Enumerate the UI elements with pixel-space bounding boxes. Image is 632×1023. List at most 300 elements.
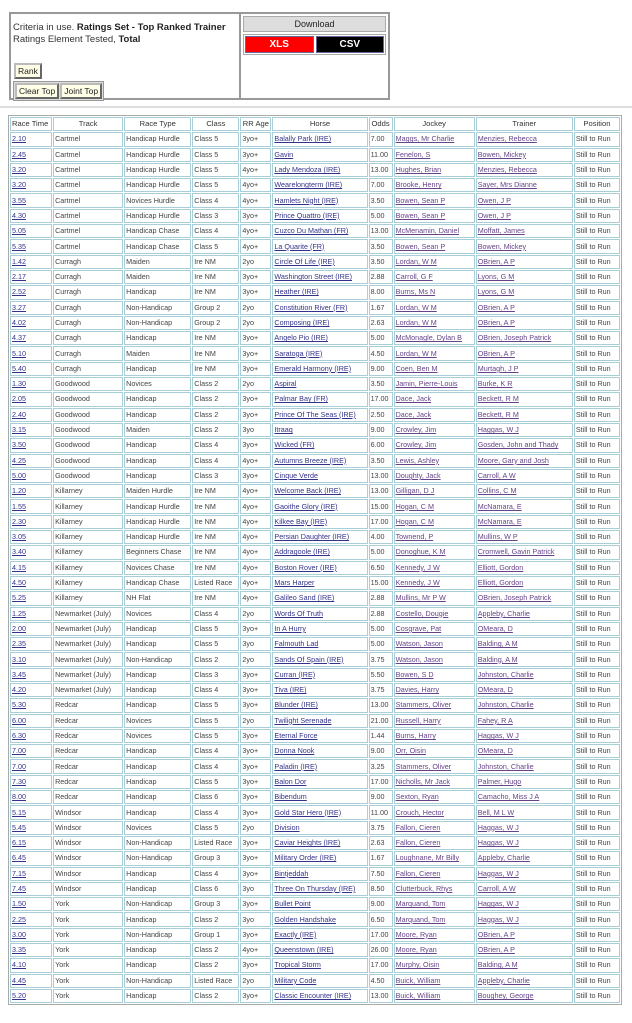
trainer-link[interactable]: Balding, A M bbox=[477, 960, 518, 970]
trainer-link[interactable]: OMeara, D bbox=[477, 685, 513, 695]
trainer-link[interactable]: Murtagh, J P bbox=[477, 363, 519, 373]
race-time-link[interactable]: 3.15 bbox=[12, 425, 26, 435]
race-time-cell bbox=[10, 882, 52, 896]
trainer-link[interactable]: Beckett, R M bbox=[477, 409, 519, 419]
race-time-cell bbox=[10, 759, 52, 773]
jockey-link[interactable]: Marquand, Tom bbox=[395, 899, 446, 909]
trainer-link[interactable]: Bowen, Mickey bbox=[477, 241, 527, 251]
age-cell: 2yo bbox=[240, 607, 271, 621]
horse-link[interactable]: Cinque Verde bbox=[274, 470, 318, 480]
race-time-cell bbox=[10, 148, 52, 162]
jockey-link[interactable]: Watson, Jason bbox=[395, 654, 443, 664]
jockey-link[interactable]: Bowen, Sean P bbox=[395, 210, 446, 220]
race-time-link[interactable]: 2.52 bbox=[12, 287, 26, 297]
joint-top-button[interactable]: Joint Top bbox=[60, 83, 102, 99]
jockey-link[interactable]: Orr, Oisin bbox=[395, 746, 426, 756]
horse-link[interactable]: Emerald Harmony (IRE) bbox=[274, 363, 352, 373]
class-cell: Class 5 bbox=[192, 714, 239, 728]
trainer-link[interactable]: OBrien, A P bbox=[477, 945, 515, 955]
race-type-cell: Handicap Chase bbox=[124, 239, 191, 253]
race-time-link[interactable]: 3.20 bbox=[12, 180, 26, 190]
trainer-link[interactable]: Moore, Gary and Josh bbox=[477, 455, 549, 465]
class-cell: Class 6 bbox=[192, 790, 239, 804]
horse-link[interactable]: Gaoithe Glory (IRE) bbox=[274, 501, 338, 511]
race-type-cell: Handicap Hurdle bbox=[124, 209, 191, 223]
jockey-link[interactable]: Crowley, Jim bbox=[395, 440, 437, 450]
race-type-cell: Non-Handicap bbox=[124, 652, 191, 666]
horse-link[interactable]: Prince Quattro (IRE) bbox=[274, 210, 340, 220]
jockey-link[interactable]: Hogan, C M bbox=[395, 501, 434, 511]
trainer-link[interactable]: Balding, A M bbox=[477, 639, 518, 649]
trainer-link[interactable]: Palmer, Hugo bbox=[477, 776, 522, 786]
horse-link[interactable]: Welcome Back (IRE) bbox=[274, 486, 341, 496]
horse-link[interactable]: La Quarite (FR) bbox=[274, 241, 325, 251]
jockey-link[interactable]: Mullins, Mr P W bbox=[395, 593, 446, 603]
trainer-link[interactable]: Carroll, A W bbox=[477, 470, 516, 480]
trainer-link[interactable]: OBrien, A P bbox=[477, 256, 515, 266]
jockey-link[interactable]: Kennedy, J W bbox=[395, 562, 440, 572]
horse-link[interactable]: Bullet Point bbox=[274, 899, 311, 909]
horse-link[interactable]: Balally Park (IRE) bbox=[274, 134, 332, 144]
jockey-cell bbox=[394, 423, 475, 437]
horse-link[interactable]: In A Hurry bbox=[274, 623, 306, 633]
jockey-link[interactable]: Lordan, W M bbox=[395, 256, 437, 266]
xls-download-button[interactable]: XLS bbox=[245, 36, 314, 53]
jockey-link[interactable]: Fenelon, S bbox=[395, 149, 431, 159]
class-cell: Class 5 bbox=[192, 637, 239, 651]
jockey-link[interactable]: Jamin, Pierre-Louis bbox=[395, 379, 458, 389]
horse-link[interactable]: Kilkee Bay (IRE) bbox=[274, 516, 328, 526]
jockey-link[interactable]: Kennedy, J W bbox=[395, 578, 440, 588]
race-time-link[interactable]: 6.15 bbox=[12, 838, 26, 848]
trainer-cell bbox=[476, 652, 573, 666]
race-time-link[interactable]: 2.40 bbox=[12, 409, 26, 419]
race-time-link[interactable]: 5.40 bbox=[12, 363, 26, 373]
horse-link[interactable]: Cuzco Du Mathan (FR) bbox=[274, 226, 349, 236]
race-time-link[interactable]: 7.00 bbox=[12, 761, 26, 771]
jockey-link[interactable]: Brooke, Henry bbox=[395, 180, 442, 190]
horse-link[interactable]: Words Of Truth bbox=[274, 608, 324, 618]
horse-link[interactable]: Aspiral bbox=[274, 379, 297, 389]
horse-link[interactable]: Donna Nook bbox=[274, 746, 315, 756]
horse-link[interactable]: Exactly (IRE) bbox=[274, 929, 317, 939]
jockey-link[interactable]: Hogan, C M bbox=[395, 516, 434, 526]
race-time-link[interactable]: 2.35 bbox=[12, 639, 26, 649]
jockey-link[interactable]: Nicholls, Mr Jack bbox=[395, 776, 450, 786]
table-row bbox=[10, 270, 620, 284]
jockey-link[interactable]: Russell, Harry bbox=[395, 715, 441, 725]
jockey-link[interactable]: Bowen, Sean P bbox=[395, 241, 446, 251]
race-time-link[interactable]: 7.00 bbox=[12, 746, 26, 756]
race-time-link[interactable]: 4.45 bbox=[12, 975, 26, 985]
trainer-link[interactable]: Appleby, Charlie bbox=[477, 853, 530, 863]
class-cell: Ire NM bbox=[192, 530, 239, 544]
position-cell: Still to Run bbox=[574, 943, 620, 957]
age-cell: 3yo+ bbox=[240, 285, 271, 299]
horse-link[interactable]: Prince Of The Seas (IRE) bbox=[274, 409, 356, 419]
trainer-link[interactable]: Carroll, A W bbox=[477, 883, 516, 893]
horse-link[interactable]: Angelo Pio (IRE) bbox=[274, 333, 328, 343]
trainer-link[interactable]: Moffatt, James bbox=[477, 226, 525, 236]
horse-link[interactable]: Wicked (FR) bbox=[274, 440, 315, 450]
position-cell: Still to Run bbox=[574, 836, 620, 850]
horse-link[interactable]: Paladin (IRE) bbox=[274, 761, 318, 771]
horse-cell bbox=[272, 148, 367, 162]
jockey-link[interactable]: Murphy, Oisin bbox=[395, 960, 440, 970]
race-time-link[interactable]: 4.25 bbox=[12, 455, 26, 465]
trainer-link[interactable]: Camacho, Miss J A bbox=[477, 792, 540, 802]
jockey-link[interactable]: Dace, Jack bbox=[395, 409, 432, 419]
race-time-link[interactable]: 1.50 bbox=[12, 899, 26, 909]
jockey-link[interactable]: Townend, P bbox=[395, 532, 434, 542]
race-time-link[interactable]: 3.45 bbox=[12, 669, 26, 679]
jockey-cell bbox=[394, 607, 475, 621]
trainer-link[interactable]: Elliott, Gordon bbox=[477, 562, 524, 572]
trainer-link[interactable]: Johnston, Charlie bbox=[477, 669, 534, 679]
jockey-cell bbox=[394, 912, 475, 926]
clear-top-button[interactable]: Clear Top bbox=[15, 83, 59, 99]
jockey-link[interactable]: Hughes, Brian bbox=[395, 165, 442, 175]
trainer-link[interactable]: OMeara, D bbox=[477, 746, 513, 756]
horse-link[interactable]: Three On Thursday (IRE) bbox=[274, 883, 356, 893]
jockey-link[interactable]: Marquand, Tom bbox=[395, 914, 446, 924]
jockey-link[interactable]: Fallon, Cieren bbox=[395, 868, 441, 878]
race-time-link[interactable]: 1.20 bbox=[12, 486, 26, 496]
race-time-link[interactable]: 8.00 bbox=[12, 792, 26, 802]
jockey-link[interactable]: Coen, Ben M bbox=[395, 363, 438, 373]
rank-button[interactable]: Rank bbox=[14, 63, 42, 79]
trainer-link[interactable]: Sayer, Mrs Dianne bbox=[477, 180, 537, 190]
race-time-link[interactable]: 7.15 bbox=[12, 868, 26, 878]
race-time-link[interactable]: 4.02 bbox=[12, 318, 26, 327]
table-row bbox=[10, 698, 620, 712]
trainer-link[interactable]: Balding, A M bbox=[477, 654, 518, 664]
horse-link[interactable]: Classic Encounter (IRE) bbox=[274, 991, 352, 1001]
jockey-link[interactable]: Carroll, G F bbox=[395, 272, 433, 282]
class-cell: Ire NM bbox=[192, 545, 239, 559]
horse-link[interactable]: Bibendum bbox=[274, 792, 307, 802]
jockey-link[interactable]: Burns, Harry bbox=[395, 731, 436, 741]
race-time-link[interactable]: 6.00 bbox=[12, 715, 26, 725]
horse-link[interactable]: Galileo Sand (IRE) bbox=[274, 593, 335, 603]
trainer-link[interactable]: Fahey, R A bbox=[477, 715, 513, 725]
trainer-link[interactable]: Boughey, George bbox=[477, 991, 534, 1001]
jockey-link[interactable]: Fallon, Cieren bbox=[395, 822, 441, 832]
jockey-link[interactable]: Stammers, Oliver bbox=[395, 700, 452, 710]
trainer-link[interactable]: OBrien, A P bbox=[477, 348, 515, 358]
jockey-link[interactable]: Costello, Dougie bbox=[395, 608, 449, 618]
trainer-link[interactable]: OBrien, Joseph Patrick bbox=[477, 593, 552, 603]
horse-link[interactable]: Hamlets Night (IRE) bbox=[274, 195, 339, 205]
trainer-cell bbox=[476, 882, 573, 896]
race-time-link[interactable]: 3.40 bbox=[12, 547, 26, 557]
horse-link[interactable]: Palmar Bay (FR) bbox=[274, 394, 328, 404]
race-time-link[interactable]: 2.00 bbox=[12, 623, 26, 633]
horse-link[interactable]: Curran (IRE) bbox=[274, 669, 316, 679]
horse-link[interactable]: Falmouth Lad bbox=[274, 639, 319, 649]
race-type-cell: Handicap bbox=[124, 438, 191, 452]
horse-link[interactable]: Mars Harper bbox=[274, 578, 315, 588]
position-cell: Still to Run bbox=[574, 668, 620, 682]
track-cell: Killarney bbox=[53, 545, 123, 559]
track-cell: Redcar bbox=[53, 744, 123, 758]
race-time-link[interactable]: 7.45 bbox=[12, 883, 26, 893]
race-time-link[interactable]: 2.30 bbox=[12, 516, 26, 526]
trainer-link[interactable]: Haggas, W J bbox=[477, 868, 519, 878]
jockey-link[interactable]: Moore, Ryan bbox=[395, 929, 437, 939]
position-cell: Still to Run bbox=[574, 270, 620, 284]
class-cell: Class 5 bbox=[192, 148, 239, 162]
race-time-cell bbox=[10, 867, 52, 881]
horse-link[interactable]: Composing (IRE) bbox=[274, 318, 330, 327]
trainer-link[interactable]: Mullins, W P bbox=[477, 532, 518, 542]
race-time-link[interactable]: 3.00 bbox=[12, 929, 26, 939]
race-time-link[interactable]: 5.15 bbox=[12, 807, 26, 817]
trainer-link[interactable]: Menzies, Rebecca bbox=[477, 165, 537, 175]
jockey-link[interactable]: Bowen, Sean P bbox=[395, 195, 446, 205]
trainer-link[interactable]: Menzies, Rebecca bbox=[477, 134, 537, 144]
trainer-link[interactable]: Haggas, W J bbox=[477, 838, 519, 848]
horse-link[interactable]: Tropical Storm bbox=[274, 960, 321, 970]
jockey-link[interactable]: McMonagle, Dylan B bbox=[395, 333, 462, 343]
class-cell: Group 3 bbox=[192, 897, 239, 911]
horse-link[interactable]: Wearelongterm (IRE) bbox=[274, 180, 343, 190]
trainer-link[interactable]: Collins, C M bbox=[477, 486, 517, 496]
race-time-link[interactable]: 3.10 bbox=[12, 654, 26, 664]
horse-link[interactable]: Lady Mendoza (IRE) bbox=[274, 165, 341, 175]
jockey-link[interactable]: Donoghue, K M bbox=[395, 547, 446, 557]
track-cell: Goodwood bbox=[53, 454, 123, 468]
jockey-link[interactable]: Bowen, S D bbox=[395, 669, 434, 679]
horse-link[interactable]: Saratoga (IRE) bbox=[274, 348, 323, 358]
jockey-link[interactable]: Lordan, W M bbox=[395, 318, 437, 327]
race-time-link[interactable]: 2.05 bbox=[12, 394, 26, 404]
race-type-cell: Handicap bbox=[124, 989, 191, 1003]
trainer-link[interactable]: OMeara, D bbox=[477, 623, 513, 633]
trainer-link[interactable]: Elliott, Gordon bbox=[477, 578, 524, 588]
trainer-link[interactable]: Owen, J P bbox=[477, 195, 511, 205]
race-time-link[interactable]: 3.05 bbox=[12, 532, 26, 542]
class-cell: Ire NM bbox=[192, 591, 239, 605]
trainer-link[interactable]: Bowen, Mickey bbox=[477, 149, 527, 159]
horse-link[interactable]: Queenstown (IRE) bbox=[274, 945, 334, 955]
odds-cell: 4.00 bbox=[369, 530, 393, 544]
trainer-link[interactable]: Burke, K R bbox=[477, 379, 513, 389]
horse-link[interactable]: Heather (IRE) bbox=[274, 287, 319, 297]
horse-link[interactable]: Sands Of Spain (IRE) bbox=[274, 654, 344, 664]
horse-link[interactable]: Boston Rover (IRE) bbox=[274, 562, 337, 572]
trainer-link[interactable]: Lyons, G M bbox=[477, 287, 515, 297]
track-cell: Cartmel bbox=[53, 239, 123, 253]
jockey-link[interactable]: Lewis, Ashley bbox=[395, 455, 440, 465]
race-time-link[interactable]: 5.00 bbox=[12, 470, 26, 480]
horse-link[interactable]: Gold Star Hero (IRE) bbox=[274, 807, 342, 817]
race-time-link[interactable]: 5.45 bbox=[12, 822, 26, 832]
jockey-link[interactable]: Buick, William bbox=[395, 991, 441, 1001]
horse-link[interactable]: Twilight Serenade bbox=[274, 715, 332, 725]
position-cell: Still to Run bbox=[574, 255, 620, 269]
jockey-link[interactable]: McMenamin, Daniel bbox=[395, 226, 460, 236]
trainer-link[interactable]: Appleby, Charlie bbox=[477, 975, 530, 985]
jockey-link[interactable]: Loughnane, Mr Billy bbox=[395, 853, 460, 863]
race-time-link[interactable]: 4.10 bbox=[12, 960, 26, 970]
horse-link[interactable]: Golden Handshake bbox=[274, 914, 336, 924]
trainer-link[interactable]: Appleby, Charlie bbox=[477, 608, 530, 618]
race-time-link[interactable]: 3.50 bbox=[12, 440, 26, 450]
horse-cell bbox=[272, 897, 367, 911]
race-time-link[interactable]: 1.42 bbox=[12, 256, 26, 266]
horse-link[interactable]: Addragoole (IRE) bbox=[274, 547, 330, 557]
trainer-link[interactable]: Beckett, R M bbox=[477, 394, 519, 404]
race-time-link[interactable]: 5.20 bbox=[12, 991, 26, 1001]
jockey-link[interactable]: Lordan, W M bbox=[395, 348, 437, 358]
jockey-link[interactable]: Dace, Jack bbox=[395, 394, 432, 404]
horse-link[interactable]: Blunder (IRE) bbox=[274, 700, 318, 710]
jockey-cell bbox=[394, 821, 475, 835]
horse-link[interactable]: Washington Street (IRE) bbox=[274, 272, 353, 282]
trainer-link[interactable]: Johnston, Charlie bbox=[477, 761, 534, 771]
jockey-cell bbox=[394, 775, 475, 789]
jockey-link[interactable]: Davies, Harry bbox=[395, 685, 440, 695]
class-cell: Class 4 bbox=[192, 759, 239, 773]
horse-link[interactable]: Balon Dor bbox=[274, 776, 307, 786]
race-time-link[interactable]: 4.37 bbox=[12, 333, 26, 343]
race-time-link[interactable]: 3.27 bbox=[12, 302, 26, 312]
trainer-link[interactable]: OBrien, A P bbox=[477, 318, 515, 327]
race-time-link[interactable]: 5.30 bbox=[12, 700, 26, 710]
race-time-link[interactable]: 2.10 bbox=[12, 134, 26, 144]
horse-link[interactable]: Autumns Breeze (IRE) bbox=[274, 455, 347, 465]
jockey-link[interactable]: Doughty, Jack bbox=[395, 470, 441, 480]
trainer-link[interactable]: Bell, M L W bbox=[477, 807, 515, 817]
jockey-link[interactable]: Stammers, Oliver bbox=[395, 761, 452, 771]
race-time-link[interactable]: 5.10 bbox=[12, 348, 26, 358]
race-time-link[interactable]: 1.25 bbox=[12, 608, 26, 618]
jockey-link[interactable]: Buick, William bbox=[395, 975, 441, 985]
horse-link[interactable]: Military Order (IRE) bbox=[274, 853, 337, 863]
horse-link[interactable]: Military Code bbox=[274, 975, 317, 985]
trainer-link[interactable]: Haggas, W J bbox=[477, 425, 519, 435]
trainer-link[interactable]: McNamara, E bbox=[477, 516, 522, 526]
jockey-link[interactable]: Crouch, Hector bbox=[395, 807, 444, 817]
race-time-link[interactable]: 4.50 bbox=[12, 578, 26, 588]
jockey-cell bbox=[394, 346, 475, 360]
jockey-cell bbox=[394, 209, 475, 223]
horse-link[interactable]: Constitution River (FR) bbox=[274, 302, 348, 312]
race-time-link[interactable]: 6.45 bbox=[12, 853, 26, 863]
trainer-link[interactable]: Johnston, Charlie bbox=[477, 700, 534, 710]
horse-link[interactable]: Eternal Force bbox=[274, 731, 318, 741]
trainer-link[interactable]: OBrien, Joseph Patrick bbox=[477, 333, 552, 343]
csv-download-button[interactable]: CSV bbox=[316, 36, 385, 53]
jockey-link[interactable]: Moore, Ryan bbox=[395, 945, 437, 955]
age-cell: 3yo+ bbox=[240, 331, 271, 345]
race-time-link[interactable]: 3.55 bbox=[12, 195, 26, 205]
trainer-link[interactable]: Owen, J P bbox=[477, 210, 511, 220]
race-time-link[interactable]: 2.17 bbox=[12, 272, 26, 282]
table-row bbox=[10, 867, 620, 881]
trainer-link[interactable]: OBrien, A P bbox=[477, 302, 515, 312]
trainer-cell bbox=[476, 408, 573, 422]
horse-link[interactable]: Division bbox=[274, 822, 300, 832]
jockey-link[interactable]: Maggs, Mr Charlie bbox=[395, 134, 455, 144]
trainer-link[interactable]: Lyons, G M bbox=[477, 272, 515, 282]
race-time-cell bbox=[10, 607, 52, 621]
race-time-link[interactable]: 3.35 bbox=[12, 945, 26, 955]
horse-link[interactable]: Circle Of Life (IRE) bbox=[274, 256, 335, 266]
trainer-cell bbox=[476, 469, 573, 483]
odds-cell: 2.88 bbox=[369, 270, 393, 284]
horse-link[interactable]: Gavin bbox=[274, 149, 294, 159]
table-row bbox=[10, 958, 620, 972]
horse-link[interactable]: Caviar Heights (IRE) bbox=[274, 838, 341, 848]
trainer-link[interactable]: Haggas, W J bbox=[477, 914, 519, 924]
horse-link[interactable]: Tiva (IRE) bbox=[274, 685, 307, 695]
jockey-cell bbox=[394, 928, 475, 942]
jockey-link[interactable]: Cosgrave, Pat bbox=[395, 623, 442, 633]
jockey-link[interactable]: Sexton, Ryan bbox=[395, 792, 439, 802]
horse-link[interactable]: Itraaq bbox=[274, 425, 293, 435]
race-time-link[interactable]: 3.20 bbox=[12, 165, 26, 175]
horse-cell bbox=[272, 377, 367, 391]
jockey-link[interactable]: Crowley, Jim bbox=[395, 425, 437, 435]
jockey-link[interactable]: Watson, Jason bbox=[395, 639, 443, 649]
trainer-link[interactable]: Haggas, W J bbox=[477, 731, 519, 741]
jockey-link[interactable]: Burns, Ms N bbox=[395, 287, 436, 297]
odds-cell: 11.00 bbox=[369, 805, 393, 819]
race-type-cell: Handicap Hurdle bbox=[124, 163, 191, 177]
track-cell: Cartmel bbox=[53, 224, 123, 238]
trainer-link[interactable]: Haggas, W J bbox=[477, 899, 519, 909]
race-time-link[interactable]: 2.25 bbox=[12, 914, 26, 924]
race-type-cell: Handicap bbox=[124, 683, 191, 697]
horse-link[interactable]: Bintjeddah bbox=[274, 868, 309, 878]
age-cell: 3yo+ bbox=[240, 759, 271, 773]
trainer-link[interactable]: Cromwell, Gavin Patrick bbox=[477, 547, 555, 557]
jockey-link[interactable]: Clutterbuck, Rhys bbox=[395, 883, 453, 893]
trainer-link[interactable]: OBrien, A P bbox=[477, 929, 515, 939]
race-time-cell bbox=[10, 912, 52, 926]
race-time-link[interactable]: 2.45 bbox=[12, 149, 26, 159]
jockey-link[interactable]: Fallon, Cieren bbox=[395, 838, 441, 848]
trainer-link[interactable]: Gosden, John and Thady bbox=[477, 440, 559, 450]
race-time-link[interactable]: 7.30 bbox=[12, 776, 26, 786]
horse-cell bbox=[272, 515, 367, 529]
trainer-link[interactable]: Haggas, W J bbox=[477, 822, 519, 832]
race-time-link[interactable]: 4.30 bbox=[12, 210, 26, 220]
race-time-link[interactable]: 1.55 bbox=[12, 501, 26, 511]
jockey-link[interactable]: Lordan, W M bbox=[395, 302, 437, 312]
trainer-link[interactable]: McNamara, E bbox=[477, 501, 522, 511]
position-cell: Still to Run bbox=[574, 469, 620, 483]
race-time-link[interactable]: 5.05 bbox=[12, 226, 26, 236]
race-time-link[interactable]: 5.35 bbox=[12, 241, 26, 251]
race-time-link[interactable]: 4.20 bbox=[12, 685, 26, 695]
track-cell: York bbox=[53, 943, 123, 957]
race-time-link[interactable]: 6.30 bbox=[12, 731, 26, 741]
race-type-cell: Handicap bbox=[124, 622, 191, 636]
race-time-link[interactable]: 1.30 bbox=[12, 379, 26, 389]
odds-cell: 8.00 bbox=[369, 285, 393, 299]
race-time-link[interactable]: 4.15 bbox=[12, 562, 26, 572]
race-time-link[interactable]: 5.25 bbox=[12, 593, 26, 603]
horse-link[interactable]: Persian Daughter (IRE) bbox=[274, 532, 350, 542]
horse-cell bbox=[272, 285, 367, 299]
criteria-panel bbox=[9, 12, 390, 100]
jockey-link[interactable]: Gilligan, D J bbox=[395, 486, 435, 496]
position-cell: Still to Run bbox=[574, 683, 620, 697]
jockey-cell bbox=[394, 989, 475, 1003]
